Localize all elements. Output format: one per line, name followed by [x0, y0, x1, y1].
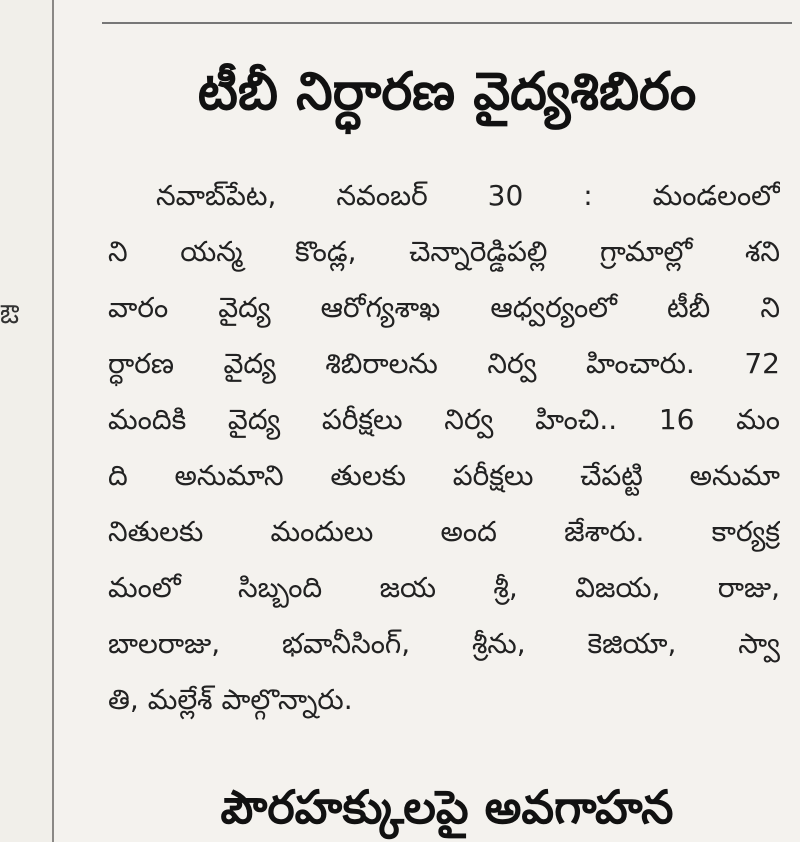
top-rule — [102, 22, 792, 24]
article-headline: టీబీ నిర్ధారణ వైద్యశిబిరం — [197, 62, 697, 122]
body-line: మందికి వైద్య పరీక్షలు నిర్వ హించి.. 16 మం — [108, 403, 780, 436]
article-body — [108, 168, 780, 728]
body-line: మంలో సిబ్బంది జయ శ్రీ, విజయ, రాజు, — [108, 571, 780, 604]
body-line: ర్ధారణ వైద్య శిబిరాలను నిర్వ హించారు. 72 — [108, 347, 780, 380]
body-line: నితులకు మందులు అంద జేశారు. కార్యక్ర — [108, 515, 780, 548]
body-line: ది అనుమాని తులకు పరీక్షలు చేపట్టి అనుమా — [108, 459, 780, 492]
body-line: నవాబ్‌పేట, నవంబర్ 30 : మండలంలో — [156, 179, 780, 212]
left-column-text-fragment: ఔ — [0, 300, 20, 330]
left-column-edge — [0, 0, 52, 842]
body-line: వారం వైద్య ఆరోగ్యశాఖ ఆధ్వర్యంలో టీబీ ని — [108, 291, 780, 324]
body-line: ని యన్మ కొండ్ల, చెన్నారెడ్డిపల్లి గ్రామాల్లో శని — [108, 235, 780, 268]
body-line: తి, మల్లేశ్ పాల్గొన్నారు. — [108, 683, 353, 716]
body-line: బాలరాజు, భవానీసింగ్, శ్రీను, కెజియా, స్వా — [108, 627, 780, 660]
next-article-headline: పౌరహక్కులపై అవగాహన — [220, 780, 674, 834]
column-divider — [52, 0, 54, 842]
